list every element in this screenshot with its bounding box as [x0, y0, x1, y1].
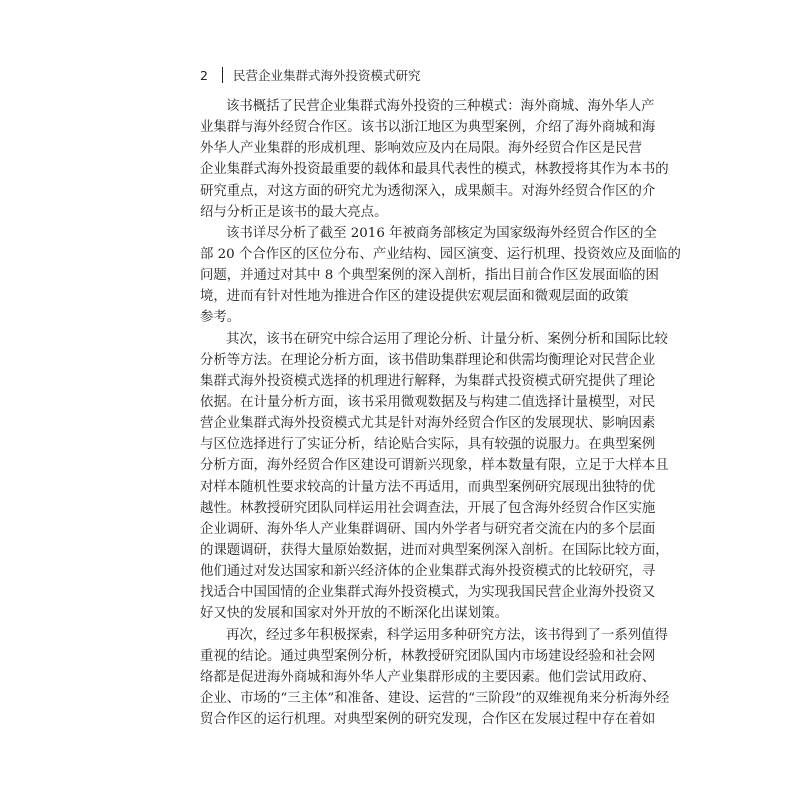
text-line: 绍与分析正是该书的最大亮点。: [200, 204, 388, 220]
text-line: 企业集群式海外投资最重要的载体和最具代表性的模式，林教授将其作为本书的: [200, 162, 669, 178]
running-header: [200, 66, 421, 84]
text-line: 问题，并通过对其中 8 个典型案例的深入剖析，指出目前合作区发展面临的困: [200, 268, 659, 284]
book-title: 民营企业集群式海外投资模式研究: [233, 68, 421, 83]
page-number: 2: [200, 67, 208, 83]
text-line: 重视的结论。通过典型案例分析，林教授研究团队国内市场建设经验和社会网: [200, 648, 656, 664]
text-line: 集群式海外投资模式选择的机理进行解释，为集群式投资模式研究提供了理论: [200, 373, 656, 389]
text-line: 分析等方法。在理论分析方面，该书借助集群理论和供需均衡理论对民营企业: [200, 352, 656, 368]
header-divider: [222, 67, 223, 83]
text-line: 企业、市场的“三主体”和准备、建设、运营的“三阶段”的双维视角来分析海外经: [200, 690, 670, 706]
text-line: 业集群与海外经贸合作区。该书以浙江地区为典型案例，介绍了海外商城和海: [200, 120, 656, 136]
text-line: 营企业集群式海外投资模式尤其是针对海外经贸合作区的发展现状、影响因素: [200, 416, 656, 432]
text-line: 该书详尽分析了截至 2016 年被商务部核定为国家级海外经贸合作区的全: [226, 225, 657, 241]
text-line: 研究重点，对这方面的研究尤为透彻深入，成果颇丰。对海外经贸合作区的介: [200, 183, 656, 199]
text-line: 络都是促进海外商城和海外华人产业集群形成的主要因素。他们尝试用政府、: [200, 669, 656, 685]
text-line: 依据。在计量分析方面，该书采用微观数据及与构建二值选择计量模型，对民: [200, 394, 656, 410]
text-line: 好又快的发展和国家对外开放的不断深化出谋划策。: [200, 606, 508, 622]
text-line: 境，进而有针对性地为推进合作区的建设提供宏观层面和微观层面的政策: [200, 289, 629, 305]
text-line: 越性。林教授研究团队同样运用社会调查法，开展了包含海外经贸合作区实施: [200, 500, 656, 516]
text-line: 对样本随机性要求较高的计量方法不再适用，而典型案例研究展现出独特的优: [200, 479, 656, 495]
text-line: 他们通过对发达国家和新兴经济体的企业集群式海外投资模式的比较研究，寻: [200, 564, 656, 580]
text-line: 找适合中国国情的企业集群式海外投资模式，为实现我国民营企业海外投资又: [200, 585, 656, 601]
text-line: 企业调研、海外华人产业集群调研、国内外学者与研究者交流在内的多个层面: [200, 521, 656, 537]
text-line: 外华人产业集群的形成机理、影响效应及内在局限。海外经贸合作区是民营: [200, 141, 642, 157]
text-line: 与区位选择进行了实证分析，结论贴合实际，具有较强的说服力。在典型案例: [200, 437, 656, 453]
body-text: [200, 96, 681, 730]
text-line: 其次，该书在研究中综合运用了理论分析、计量分析、案例分析和国际比较: [226, 331, 668, 347]
text-line: 再次，经过多年积极探索，科学运用多种研究方法，该书得到了一系列值得: [226, 627, 668, 643]
text-line: 参考。: [200, 310, 241, 326]
text-line: 的课题调研，获得大量原始数据，进而对典型案例深入剖析。在国际比较方面，: [200, 542, 669, 558]
text-line: 贸合作区的运行机理。对典型案例的研究发现，合作区在发展过程中存在着如: [200, 712, 656, 728]
text-line: 该书概括了民营企业集群式海外投资的三种模式：海外商城、海外华人产: [226, 99, 655, 114]
text-line: 部 20 个合作区的区位分布、产业结构、园区演变、运行机理、投资效应及面临的: [200, 246, 681, 262]
text-line: 分析方面，海外经贸合作区建设可谓新兴现象，样本数量有限，立足于大样本且: [200, 458, 669, 474]
